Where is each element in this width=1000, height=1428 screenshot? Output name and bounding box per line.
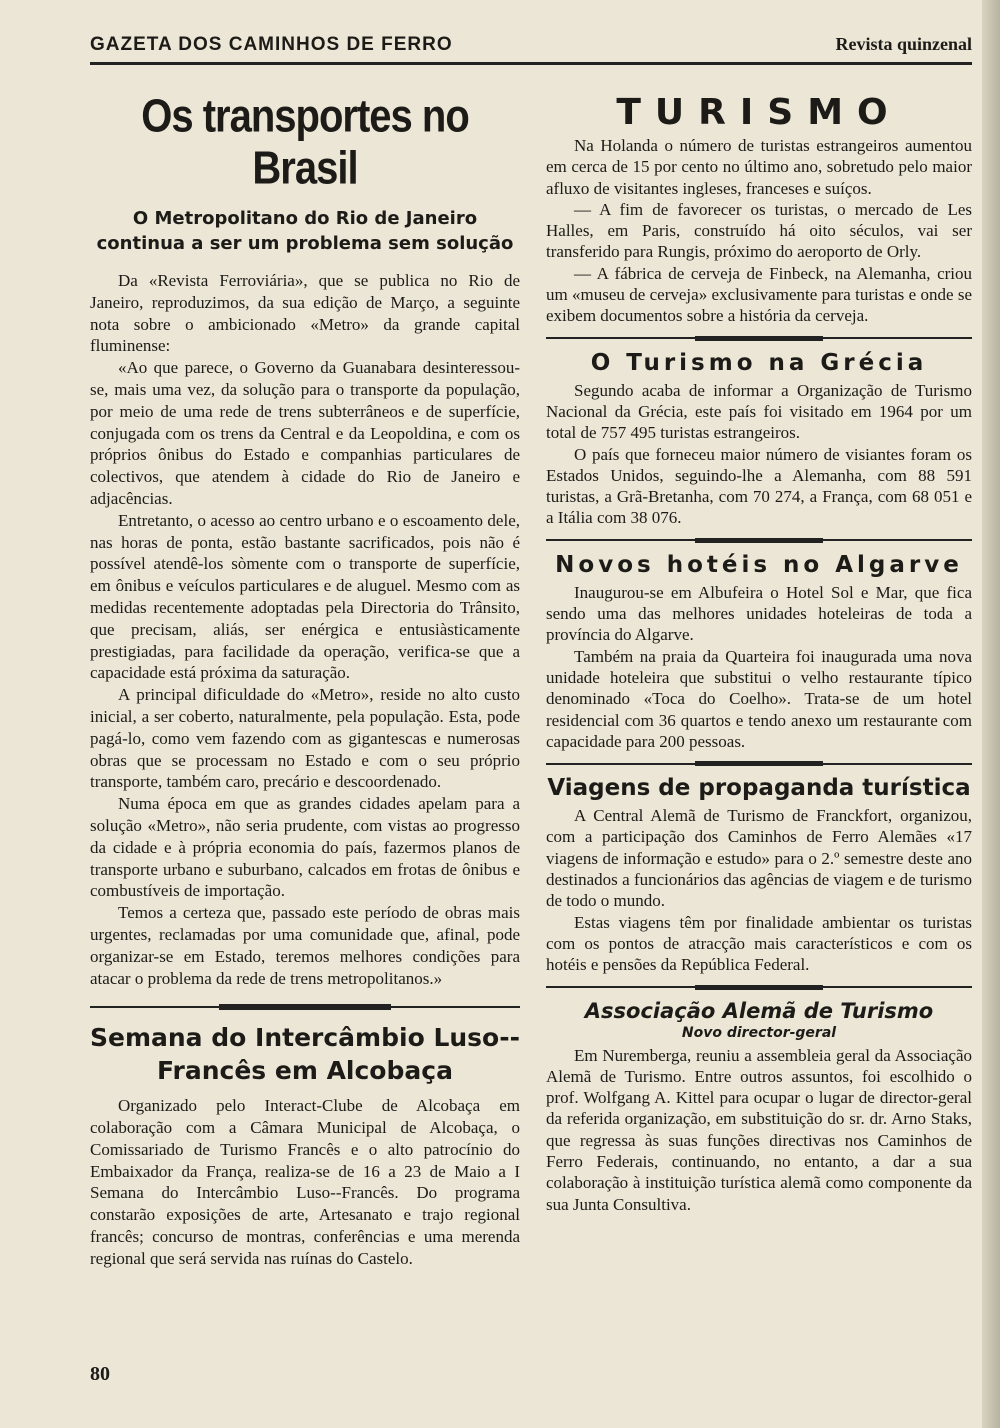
paragraph: A Central Alemã de Turismo de Franckfort, organizou, com a participação dos Caminhos de Ferro Alemães «17 viagens de informação e estudo» para o 2.º semestre deste ano destinados a funcionários das agências de viagem e de turismo de todo o mundo. [546,806,972,911]
section-divider [90,1003,520,1011]
paragraph: Também na praia da Quarteira foi inaugurada uma nova unidade hoteleira que substitui o velho restaurante típico denominado «Toca do Coelho». Trata-se de um hotel residencial com 36 quartos e tendo anexo um restaurante com capacidade para 200 pessoas. [546,646,972,751]
paragraph: Organizado pelo Interact-Clube de Alcobaça em colaboração com a Câmara Municipal de Alcobaça, o Comissariado de Turismo Francês e o alto patrocínio do Embaixador da França, realiza-se de 16 a 23 de Maio a I Semana do Intercâmbio Luso--Francês. Do programa constarão exposições de arte, Artesanato e trajo regional francês; concurso de montras, conferências e uma merenda regional que será servida nas ruínas do Castelo. [90,1096,520,1268]
paragraph: — A fábrica de cerveja de Finbeck, na Alemanha, criou um «museu de cerveja» exclusivamente para turistas e onde se exibem documentos sobre a história da cerveja. [546,263,972,326]
paragraph: Da «Revista Ferroviária», que se publica no Rio de Janeiro, reproduzimos, da sua edição de Março, a seguinte nota sobre o ambicionado «Metro» da grande capital fluminense: [90,271,520,356]
section-divider [546,760,972,767]
section-title-associacao: Associação Alemã de Turismo [584,998,934,1023]
section-title-turismo: TURISMO [616,92,902,133]
paragraph: O país que forneceu maior número de visiantes foram os Estados Unidos, seguindo-lhe a Alemanha, com 88 591 turistas, a Grã-Bretanha, com 70 274, a França, com 68 051 e a Itália com 38 076. [546,444,972,528]
running-header [90,32,972,65]
article-title: Os transportes no Brasil [141,91,469,194]
paragraph: — A fim de favorecer os turistas, o mercado de Les Halles, em Paris, construído há oito séculos, vai ser transferido para Rungis, próximo do aeroporto de Orly. [546,199,972,262]
section-divider [546,335,972,342]
paragraph: «Ao que parece, o Governo da Guanabara desinteressou-se, mais uma vez, da solução para o transporte da população, por meio de uma rede de trens subterrâneos e de superfície, conjugada com os trens da Central e da Leopoldina, e com os próprios ônibus do Estado e companhias particulares de colectivos, que atendem à cidade do Rio de Janeiro e adjacências. [90,358,520,508]
paragraph: Inaugurou-se em Albufeira o Hotel Sol e Mar, que fica sendo uma das melhores unidades hoteleiras de toda a província do Algarve. [546,582,972,645]
section-title-alcobaca: Semana do Intercâmbio Luso--Francês em Alcobaça [90,1023,520,1086]
section-subtitle-associacao: Novo director-geral [681,1024,837,1041]
section-title-algarve: Novos hotéis no Algarve [555,551,963,578]
paragraph: Na Holanda o número de turistas estrangeiros aumentou em cerca de 15 por cento no último ano, sobretudo pelo maior afluxo de visitantes ingleses, franceses e suíços. [546,136,972,198]
left-column [90,88,520,1270]
paragraph: Temos a certeza que, passado este período de obras mais urgentes, reclamadas por uma comunidade que, afinal, pode organizar-se em Estado, teremos melhores condições para atacar o problema da rede de trens metropolitanos.» [90,903,520,988]
journal-frequency: Revista quinzenal [835,34,972,54]
right-column [546,88,972,1215]
section-title-viagens: Viagens de propaganda turística [547,775,971,802]
paragraph: Estas viagens têm por finalidade ambientar os turistas com os pontos de atracção mais característicos e com os hotéis e pensões da República Federal. [546,912,972,975]
section-title-grecia: O Turismo na Grécia [590,349,928,376]
paragraph: A principal dificuldade do «Metro», reside no alto custo inicial, a ser coberto, naturalmente, pela população. Esta, pode pagá-lo, como vem fazendo com as gigantescas e numerosas obras que se processam no Estado e com o seu próprio transporte, também caro, precário e descoordenado. [90,685,520,792]
paragraph: Segundo acaba de informar a Organização de Turismo Nacional da Grécia, este país foi visitado em 1964 por um total de 757 495 turistas estrangeiros. [546,380,972,443]
article-subtitle: O Metropolitano do Rio de Janeiro continua a ser um problema sem solução [96,208,514,254]
journal-title: GAZETA DOS CAMINHOS DE FERRO [90,34,453,55]
page-number: 80 [90,1363,110,1385]
paragraph: Numa época em que as grandes cidades apelam para a solução «Metro», não seria prudente, com vistas ao progresso da cidade e à própria economia do país, fazermos planos de transporte urbano e suburbano, calcados em frotas de ônibus e combustíveis de importação. [90,794,520,901]
paragraph: Em Nuremberga, reuniu a assembleia geral da Associação Alemã de Turismo. Entre outros assuntos, foi escolhido o prof. Wolfgang A. Kittel para ocupar o lugar de director-geral da referida organização, em substituição do sr. dr. Arno Staks, que regressa às suas funções directivas nos Caminhos de Ferro Federais, continuando, no entanto, a dar a sua colaboração à instituição turística alemã como componente da sua Junta Consultiva. [546,1045,972,1214]
paragraph: Entretanto, o acesso ao centro urbano e o escoamento dele, nas horas de ponta, estão bastante sacrificados, pois não é possível atendê-los sòmente com o transporte de superfície, em ônibus e veículos particulares e de aluguel. Mesmo com as medidas recentemente adoptadas pela Directoria do Trânsito, que precisam, aliás, ser enérgica e entusiàsticamente prestigiadas, para facilidade da operação, verifica-se que a capacidade está próxima da saturação. [90,510,520,683]
section-divider [546,537,972,544]
page-edge [982,0,1000,1428]
section-divider [546,984,972,991]
